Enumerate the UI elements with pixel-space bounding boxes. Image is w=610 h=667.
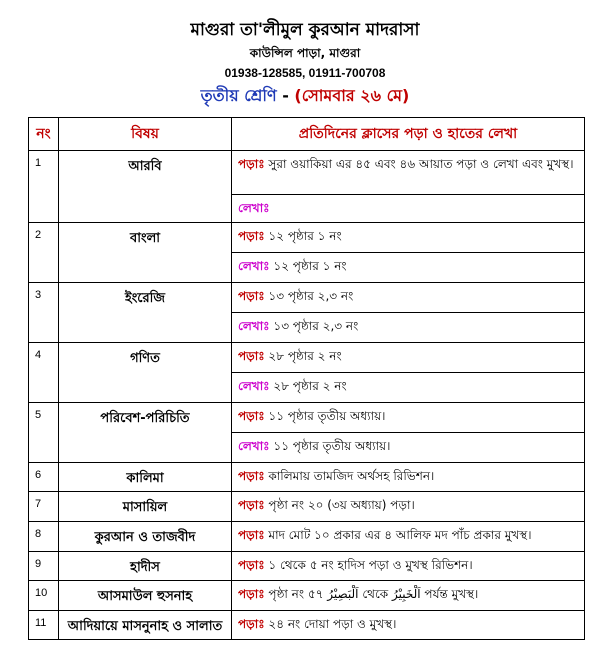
class-name: তৃতীয় শ্রেণি [200, 86, 277, 105]
school-name: মাগুরা তা'লীমুল কুরআন মাদরাসা [190, 20, 420, 40]
write-label: লেখাঃ [238, 379, 270, 393]
write-text: ১২ পৃষ্ঠার ১ নং [273, 259, 347, 273]
row-number: 1 [29, 151, 59, 223]
row-number: 5 [29, 403, 59, 463]
row-subject: ইংরেজি [59, 283, 232, 343]
row-number: 10 [29, 581, 59, 611]
read-text: ১১ পৃষ্ঠার তৃতীয় অধ্যায়। [268, 409, 386, 423]
row-subject: গণিত [59, 343, 232, 403]
read-label: পড়াঃ [238, 229, 265, 243]
read-task [232, 223, 585, 253]
write-task [232, 313, 585, 343]
read-task [232, 463, 585, 492]
read-text: ২৮ পৃষ্ঠার ২ নং [268, 349, 342, 363]
read-text: ২৪ নং দোয়া পড়া ও মুখস্থ। [268, 617, 397, 631]
write-label: লেখাঃ [238, 201, 270, 215]
row-subject: কুরআন ও তাজবীদ [59, 522, 232, 552]
read-label: পড়াঃ [238, 587, 265, 601]
lesson-table [28, 117, 585, 640]
row-number: 7 [29, 492, 59, 522]
row-number: 8 [29, 522, 59, 552]
read-task [232, 522, 585, 552]
table-row [29, 343, 585, 373]
table-row [29, 223, 585, 253]
read-label: পড়াঃ [238, 469, 265, 483]
table-row [29, 492, 585, 522]
read-label: পড়াঃ [238, 617, 265, 631]
row-subject: বাংলা [59, 223, 232, 283]
read-text: ১২ পৃষ্ঠার ১ নং [268, 229, 342, 243]
read-task [232, 283, 585, 313]
write-text: ১৩ পৃষ্ঠার ২,৩ নং [273, 319, 359, 333]
row-subject: হাদীস [59, 552, 232, 581]
row-number: 9 [29, 552, 59, 581]
table-row [29, 403, 585, 433]
row-number: 2 [29, 223, 59, 283]
row-number: 6 [29, 463, 59, 492]
read-label: পড়াঃ [238, 498, 265, 512]
row-number: 3 [29, 283, 59, 343]
phone-numbers: 01938-128585, 01911-700708 [224, 66, 386, 80]
read-label: পড়াঃ [238, 157, 265, 171]
day-date: (সোমবার ২৬ মে) [294, 86, 410, 105]
header-details: প্রতিদিনের ক্লাসের পড়া ও হাতের লেখা [232, 118, 585, 151]
write-label: লেখাঃ [238, 259, 270, 273]
read-task [232, 492, 585, 522]
row-subject: মাসায়িল [59, 492, 232, 522]
row-subject: আসমাউল হুসনাহ [59, 581, 232, 611]
school-address: কাউন্সিল পাড়া, মাগুরা [249, 46, 361, 60]
table-row [29, 463, 585, 492]
row-subject: পরিবেশ-পরিচিতি [59, 403, 232, 463]
read-text: মাদ মোট ১০ প্রকার এর ৪ আলিফ মদ পাঁচ প্রকার মুখস্থ। [268, 528, 532, 542]
read-task [232, 552, 585, 581]
write-task [232, 253, 585, 283]
read-text: ১ থেকে ৫ নং হাদিস পড়া ও মুখস্থ রিভিশন। [268, 558, 473, 572]
read-label: পড়াঃ [238, 528, 265, 542]
write-task [232, 373, 585, 403]
table-row [29, 283, 585, 313]
header-subject: বিষয় [59, 118, 232, 151]
row-subject: আদিয়ায়ে মাসনুনাহ ও সালাত [59, 611, 232, 640]
read-text: কালিমায় তামজিদ অর্থসহ রিভিশন। [268, 469, 435, 483]
read-label: পড়াঃ [238, 289, 265, 303]
header-number: নং [29, 118, 59, 151]
table-row [29, 552, 585, 581]
table-header-row [29, 118, 585, 151]
read-task [232, 151, 585, 195]
read-task [232, 343, 585, 373]
write-label: লেখাঃ [238, 319, 270, 333]
table-row [29, 151, 585, 195]
row-subject: আরবি [59, 151, 232, 223]
class-separator: - [276, 86, 295, 105]
write-task [232, 433, 585, 463]
table-row [29, 522, 585, 552]
class-line [0, 85, 610, 107]
write-task [232, 195, 585, 223]
read-task [232, 611, 585, 640]
write-text: ২৮ পৃষ্ঠার ২ নং [273, 379, 347, 393]
read-text: সুরা ওয়াকিয়া এর ৪৫ এবং ৪৬ আয়াত পড়া ও লেখা এবং মুখস্থ। [268, 157, 574, 171]
read-label: পড়াঃ [238, 349, 265, 363]
row-subject: কালিমা [59, 463, 232, 492]
write-label: লেখাঃ [238, 439, 270, 453]
read-text: ১৩ পৃষ্ঠার ২,৩ নং [268, 289, 354, 303]
row-number: 4 [29, 343, 59, 403]
table-row [29, 581, 585, 611]
read-text: পৃষ্ঠা নং ৫৭ اَلْبَصِيْرُ থেকে اَلْخَبِيْرُ পর্যন্ত মুখস্থ। [268, 587, 479, 601]
row-number: 11 [29, 611, 59, 640]
read-task [232, 403, 585, 433]
read-label: পড়াঃ [238, 558, 265, 572]
document-header [0, 0, 610, 107]
read-text: পৃষ্ঠা নং ২০ (৩য় অধ্যায়) পড়া। [268, 498, 415, 512]
write-text: ১১ পৃষ্ঠার তৃতীয় অধ্যায়। [273, 439, 391, 453]
read-label: পড়াঃ [238, 409, 265, 423]
read-task [232, 581, 585, 611]
table-row [29, 611, 585, 640]
